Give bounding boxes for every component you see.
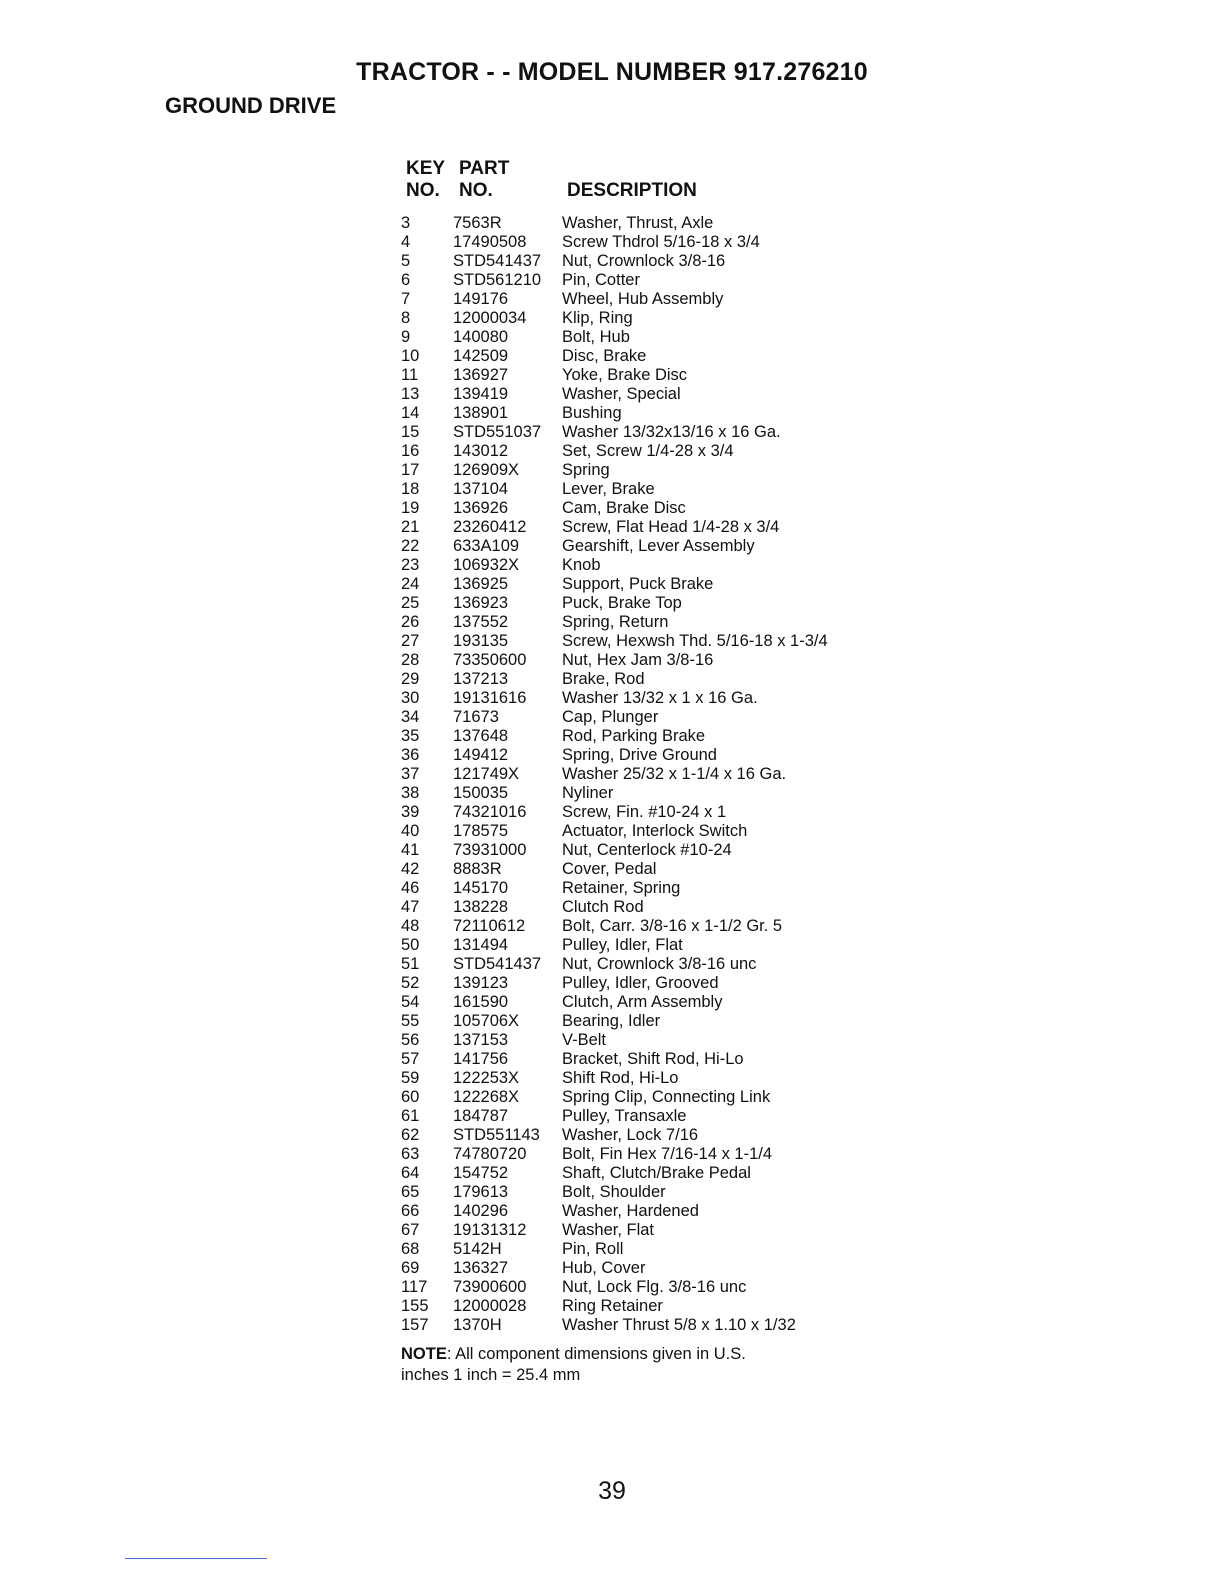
key-no: 3	[401, 214, 411, 232]
description: Bearing, Idler	[562, 1012, 661, 1030]
table-row	[401, 784, 961, 803]
description: Bushing	[562, 404, 622, 422]
key-no: 22	[401, 537, 420, 555]
description: Nyliner	[562, 784, 614, 802]
part-no: 154752	[453, 1164, 509, 1182]
table-row	[401, 746, 961, 765]
part-no: STD551037	[453, 423, 542, 441]
key-no: 155	[401, 1297, 429, 1315]
table-row	[401, 879, 961, 898]
table-row	[401, 1107, 961, 1126]
key-no: 26	[401, 613, 420, 631]
table-row	[401, 309, 961, 328]
description: Lever, Brake	[562, 480, 655, 498]
table-row	[401, 1278, 961, 1297]
key-no: 5	[401, 252, 411, 270]
key-no: 39	[401, 803, 420, 821]
description: Yoke, Brake Disc	[562, 366, 688, 384]
description: Bolt, Hub	[562, 328, 630, 346]
table-row	[401, 955, 961, 974]
note-text-line1: : All component dimensions given in U.S.	[446, 1345, 746, 1363]
description: Cam, Brake Disc	[562, 499, 686, 517]
column-header-key-no	[406, 158, 445, 202]
description: Nut, Hex Jam 3/8-16	[562, 651, 714, 669]
key-no: 40	[401, 822, 420, 840]
description: Washer 13/32 x 1 x 16 Ga.	[562, 689, 758, 707]
table-row	[401, 917, 961, 936]
table-row	[401, 290, 961, 309]
description: Screw, Hexwsh Thd. 5/16-18 x 1-3/4	[562, 632, 828, 650]
table-row	[401, 1297, 961, 1316]
description: V-Belt	[562, 1031, 607, 1049]
part-no: 139419	[453, 385, 509, 403]
table-row	[401, 233, 961, 252]
table-row	[401, 993, 961, 1012]
table-row	[401, 461, 961, 480]
key-no: 52	[401, 974, 420, 992]
table-row	[401, 708, 961, 727]
page-title: TRACTOR - - MODEL NUMBER 917.276210	[356, 58, 868, 86]
part-no: 73350600	[453, 651, 527, 669]
description: Hub, Cover	[562, 1259, 646, 1277]
table-row	[401, 765, 961, 784]
part-no: 73931000	[453, 841, 527, 859]
part-no: 140080	[453, 328, 509, 346]
table-row	[401, 347, 961, 366]
description: Retainer, Spring	[562, 879, 681, 897]
description: Ring Retainer	[562, 1297, 663, 1315]
part-header-line1: PART	[459, 158, 510, 179]
key-no: 48	[401, 917, 420, 935]
table-row	[401, 575, 961, 594]
column-header-description: DESCRIPTION	[567, 180, 697, 201]
description: Bolt, Fin Hex 7/16-14 x 1-1/4	[562, 1145, 773, 1163]
key-no: 17	[401, 461, 420, 479]
part-no: 8883R	[453, 860, 502, 878]
table-row	[401, 271, 961, 290]
description: Washer Thrust 5/8 x 1.10 x 1/32	[562, 1316, 796, 1334]
key-no: 16	[401, 442, 420, 460]
part-no: 126909X	[453, 461, 520, 479]
key-header-line2: NO.	[406, 180, 440, 201]
key-no: 7	[401, 290, 411, 308]
part-no: 106932X	[453, 556, 520, 574]
table-row	[401, 822, 961, 841]
part-no: 17490508	[453, 233, 527, 251]
part-no: 122268X	[453, 1088, 520, 1106]
table-row	[401, 860, 961, 879]
table-row	[401, 936, 961, 955]
part-no: 137153	[453, 1031, 509, 1049]
key-header-line1: KEY	[406, 158, 446, 179]
key-no: 24	[401, 575, 420, 593]
part-no: 143012	[453, 442, 509, 460]
key-no: 30	[401, 689, 420, 707]
key-no: 42	[401, 860, 420, 878]
key-no: 50	[401, 936, 420, 954]
part-no: 161590	[453, 993, 509, 1011]
key-no: 54	[401, 993, 420, 1011]
part-no: 72110612	[453, 917, 526, 935]
description: Rod, Parking Brake	[562, 727, 706, 745]
part-no: 184787	[453, 1107, 509, 1125]
part-no: 105706X	[453, 1012, 520, 1030]
description: Washer 25/32 x 1-1/4 x 16 Ga.	[562, 765, 787, 783]
part-no: 149412	[453, 746, 509, 764]
key-no: 62	[401, 1126, 420, 1144]
description: Wheel, Hub Assembly	[562, 290, 724, 308]
table-row	[401, 594, 961, 613]
part-no: 12000034	[453, 309, 527, 327]
table-row	[401, 841, 961, 860]
key-no: 10	[401, 347, 420, 365]
key-no: 64	[401, 1164, 420, 1182]
description: Washer, Thrust, Axle	[562, 214, 714, 232]
key-no: 41	[401, 841, 420, 859]
table-row	[401, 1050, 961, 1069]
table-row	[401, 651, 961, 670]
description: Nut, Crownlock 3/8-16 unc	[562, 955, 757, 973]
key-no: 55	[401, 1012, 420, 1030]
part-no: 149176	[453, 290, 509, 308]
table-row	[401, 689, 961, 708]
key-no: 46	[401, 879, 420, 897]
description: Clutch Rod	[562, 898, 644, 916]
description: Pin, Cotter	[562, 271, 640, 289]
description: Screw, Fin. #10-24 x 1	[562, 803, 727, 821]
key-no: 36	[401, 746, 420, 764]
part-no: 137648	[453, 727, 509, 745]
description: Nut, Lock Flg. 3/8-16 unc	[562, 1278, 747, 1296]
description: Gearshift, Lever Assembly	[562, 537, 755, 555]
key-no: 25	[401, 594, 420, 612]
description: Bracket, Shift Rod, Hi-Lo	[562, 1050, 744, 1068]
part-no: 178575	[453, 822, 509, 840]
part-no: 150035	[453, 784, 509, 802]
key-no: 37	[401, 765, 420, 783]
table-row	[401, 366, 961, 385]
description: Klip, Ring	[562, 309, 633, 327]
key-no: 27	[401, 632, 420, 650]
key-no: 65	[401, 1183, 420, 1201]
table-row	[401, 632, 961, 651]
description: Washer, Hardened	[562, 1202, 699, 1220]
table-row	[401, 1240, 961, 1259]
table-row	[401, 1316, 961, 1335]
description: Support, Puck Brake	[562, 575, 714, 593]
description: Washer, Flat	[562, 1221, 654, 1239]
table-row	[401, 803, 961, 822]
description: Screw, Flat Head 1/4-28 x 3/4	[562, 518, 780, 536]
description: Spring, Return	[562, 613, 669, 631]
table-row	[401, 613, 961, 632]
parts-table	[401, 214, 961, 1335]
part-no: 5142H	[453, 1240, 502, 1258]
part-no: 74321016	[453, 803, 527, 821]
key-no: 67	[401, 1221, 420, 1239]
part-no: 19131312	[453, 1221, 527, 1239]
table-row	[401, 537, 961, 556]
table-row	[401, 1126, 961, 1145]
key-no: 6	[401, 271, 411, 289]
key-no: 61	[401, 1107, 420, 1125]
note-text-line2: inches 1 inch = 25.4 mm	[401, 1366, 581, 1384]
table-row	[401, 898, 961, 917]
key-no: 29	[401, 670, 420, 688]
table-row	[401, 499, 961, 518]
part-no: 136927	[453, 366, 509, 384]
key-no: 14	[401, 404, 420, 422]
part-no: 23260412	[453, 518, 527, 536]
part-no: 121749X	[453, 765, 520, 783]
part-no: 141756	[453, 1050, 509, 1068]
part-no: 74780720	[453, 1145, 527, 1163]
key-no: 56	[401, 1031, 420, 1049]
part-no: 139123	[453, 974, 509, 992]
description: Clutch, Arm Assembly	[562, 993, 723, 1011]
key-no: 68	[401, 1240, 420, 1258]
key-no: 23	[401, 556, 420, 574]
part-no: 633A109	[453, 537, 520, 555]
part-no: 193135	[453, 632, 509, 650]
table-row	[401, 974, 961, 993]
key-no: 63	[401, 1145, 420, 1163]
footer-rule	[125, 1558, 267, 1559]
part-no: STD541437	[453, 252, 542, 270]
part-no: 7563R	[453, 214, 502, 232]
description: Pin, Roll	[562, 1240, 624, 1258]
key-no: 19	[401, 499, 420, 517]
part-no: 136925	[453, 575, 509, 593]
key-no: 21	[401, 518, 420, 536]
part-no: STD541437	[453, 955, 542, 973]
key-no: 60	[401, 1088, 420, 1106]
part-no: 136926	[453, 499, 509, 517]
key-no: 18	[401, 480, 420, 498]
note-label: NOTE	[401, 1345, 447, 1363]
table-row	[401, 404, 961, 423]
description: Spring	[562, 461, 610, 479]
description: Bolt, Shoulder	[562, 1183, 666, 1201]
key-no: 157	[401, 1316, 429, 1334]
part-no: STD561210	[453, 271, 542, 289]
key-no: 69	[401, 1259, 420, 1277]
key-no: 34	[401, 708, 420, 726]
part-no: 12000028	[453, 1297, 527, 1315]
key-no: 13	[401, 385, 420, 403]
part-no: 73900600	[453, 1278, 527, 1296]
note	[401, 1344, 821, 1386]
column-header-part-no	[459, 158, 509, 202]
table-row	[401, 1012, 961, 1031]
part-no: 136327	[453, 1259, 509, 1277]
description: Actuator, Interlock Switch	[562, 822, 748, 840]
description: Brake, Rod	[562, 670, 645, 688]
table-row	[401, 670, 961, 689]
description: Screw Thdrol 5/16-18 x 3/4	[562, 233, 760, 251]
table-row	[401, 1183, 961, 1202]
table-row	[401, 1145, 961, 1164]
table-row	[401, 480, 961, 499]
part-no: 131494	[453, 936, 509, 954]
table-row	[401, 727, 961, 746]
key-no: 117	[401, 1278, 428, 1296]
table-row	[401, 423, 961, 442]
description: Shaft, Clutch/Brake Pedal	[562, 1164, 751, 1182]
description: Washer, Special	[562, 385, 681, 403]
description: Cap, Plunger	[562, 708, 659, 726]
page-number: 39	[598, 1477, 626, 1505]
key-no: 8	[401, 309, 411, 327]
part-no: 19131616	[453, 689, 527, 707]
table-row	[401, 1202, 961, 1221]
part-no: 142509	[453, 347, 509, 365]
description: Pulley, Idler, Grooved	[562, 974, 719, 992]
description: Puck, Brake Top	[562, 594, 682, 612]
key-no: 15	[401, 423, 420, 441]
part-no: 140296	[453, 1202, 509, 1220]
table-row	[401, 328, 961, 347]
section-title: GROUND DRIVE	[165, 93, 337, 118]
description: Pulley, Transaxle	[562, 1107, 687, 1125]
table-row	[401, 385, 961, 404]
part-no: 137552	[453, 613, 509, 631]
description: Knob	[562, 556, 601, 574]
description: Washer 13/32x13/16 x 16 Ga.	[562, 423, 781, 441]
description: Shift Rod, Hi-Lo	[562, 1069, 679, 1087]
key-no: 38	[401, 784, 420, 802]
key-no: 28	[401, 651, 420, 669]
table-row	[401, 1031, 961, 1050]
description: Spring Clip, Connecting Link	[562, 1088, 771, 1106]
part-no: STD551143	[453, 1126, 540, 1144]
table-row	[401, 1164, 961, 1183]
description: Nut, Crownlock 3/8-16	[562, 252, 726, 270]
part-no: 137213	[453, 670, 509, 688]
key-no: 66	[401, 1202, 420, 1220]
description: Set, Screw 1/4-28 x 3/4	[562, 442, 734, 460]
key-no: 4	[401, 233, 411, 251]
table-row	[401, 1088, 961, 1107]
key-no: 11	[401, 366, 419, 384]
description: Washer, Lock 7/16	[562, 1126, 699, 1144]
part-no: 145170	[453, 879, 509, 897]
table-row	[401, 214, 961, 233]
part-no: 138901	[453, 404, 509, 422]
description: Nut, Centerlock #10-24	[562, 841, 732, 859]
description: Disc, Brake	[562, 347, 647, 365]
table-row	[401, 1069, 961, 1088]
key-no: 59	[401, 1069, 420, 1087]
part-no: 1370H	[453, 1316, 502, 1334]
description: Pulley, Idler, Flat	[562, 936, 683, 954]
table-row	[401, 252, 961, 271]
key-no: 51	[401, 955, 420, 973]
table-row	[401, 556, 961, 575]
part-no: 138228	[453, 898, 509, 916]
description: Bolt, Carr. 3/8-16 x 1-1/2 Gr. 5	[562, 917, 783, 935]
part-no: 71673	[453, 708, 499, 726]
part-no: 122253X	[453, 1069, 520, 1087]
table-row	[401, 1259, 961, 1278]
key-no: 35	[401, 727, 420, 745]
table-row	[401, 1221, 961, 1240]
part-no: 179613	[453, 1183, 509, 1201]
table-row	[401, 518, 961, 537]
part-no: 137104	[453, 480, 509, 498]
description: Cover, Pedal	[562, 860, 657, 878]
table-row	[401, 442, 961, 461]
description: Spring, Drive Ground	[562, 746, 717, 764]
key-no: 57	[401, 1050, 420, 1068]
key-no: 47	[401, 898, 420, 916]
part-header-line2: NO.	[459, 180, 493, 201]
key-no: 9	[401, 328, 411, 346]
part-no: 136923	[453, 594, 509, 612]
